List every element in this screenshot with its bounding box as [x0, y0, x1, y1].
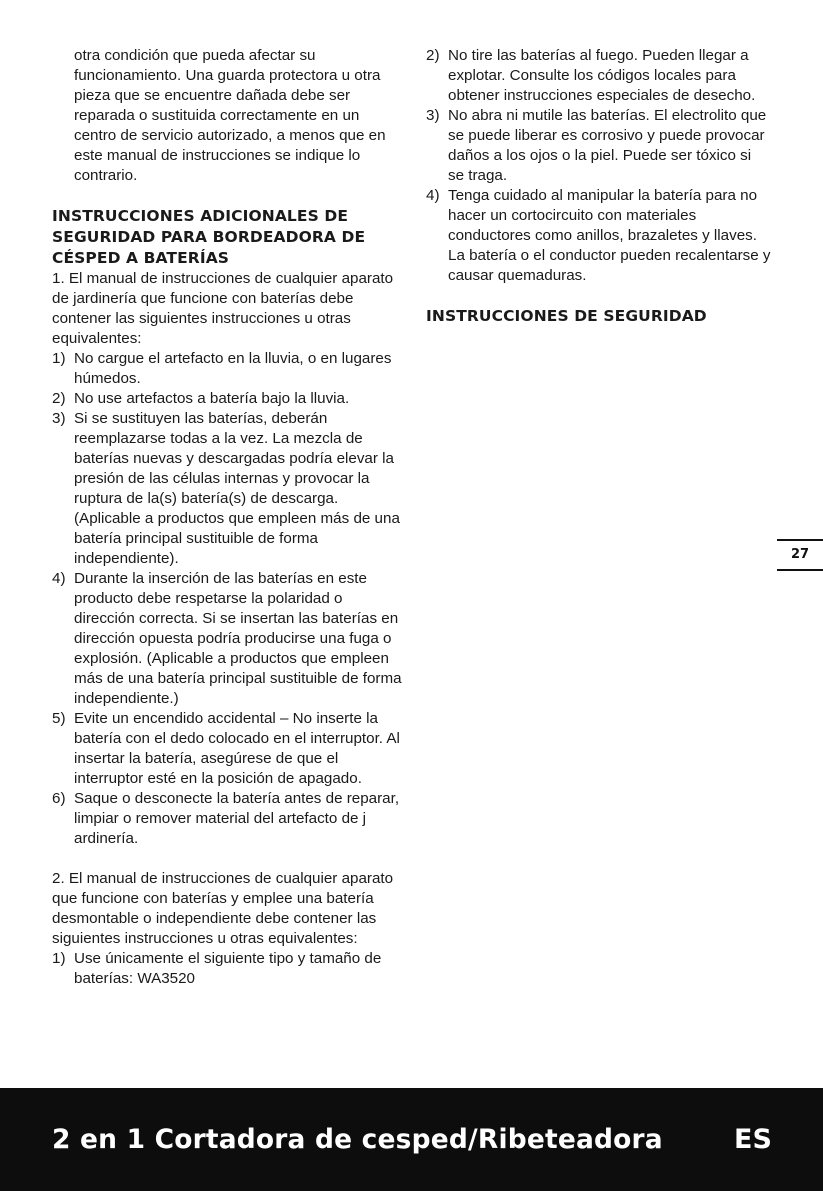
right-column — [426, 46, 771, 327]
page-number-rule-bottom — [777, 569, 823, 571]
footer-product-title: 2 en 1 Cortadora de cesped/Ribeteadora — [52, 1124, 663, 1155]
list-item: 3) Si se sustituyen las baterías, deberán reemplazarse todas a la vez. La mezcla de baterías nuevas y descargadas podría elevar la presión de las células internas y provocar la ruptura de la(s) batería(s) de descarga. (Aplicable a productos que empleen más de una batería principal sustituible de forma independiente). — [52, 410, 400, 567]
list-item: 3) No abra ni mutile las baterías. El electrolito que se puede liberar es corrosivo y puede provocar daños a los ojos o la piel. Puede ser tóxico si se traga. — [426, 107, 767, 184]
section-heading-safety-instructions: INSTRUCCIONES DE SEGURIDAD — [426, 307, 707, 325]
footer-language-code: ES — [734, 1124, 772, 1155]
list-item: 1) No cargue el artefacto en la lluvia, o en lugares húmedos. — [52, 350, 392, 387]
section2-intro: 2. El manual de instrucciones de cualquier aparato que funcione con baterías y emplee una batería desmontable o independiente debe contener las siguientes instrucciones u otras equivalentes: — [52, 870, 394, 947]
page-number-tab — [777, 539, 823, 571]
intro-continuation: otra condición que pueda afectar su funcionamiento. Una guarda protectora u otra pieza que se encuentre dañada debe ser reparada o sustituida correctamente en un centro de servicio autorizado, a menos que en este manual de instrucciones se indique lo contrario. — [74, 47, 386, 184]
list-item: 1) Use únicamente el siguiente tipo y tamaño de baterías: WA3520 — [52, 950, 382, 987]
list-item: 4) Tenga cuidado al manipular la batería para no hacer un cortocircuito con materiales conductores como anillos, brazaletes y llaves. La batería o el conductor pueden recalentarse y causar quemaduras. — [426, 187, 771, 284]
list-item: 5) Evite un encendido accidental – No inserte la batería con el dedo colocado en el interruptor. Al insertar la batería, asegúrese de que el interruptor esté en la posición de apagado. — [52, 710, 400, 787]
section1-intro: 1. El manual de instrucciones de cualquier aparato de jardinería que funcione con baterías debe contener las siguientes instrucciones u otras equivalentes: — [52, 270, 394, 347]
section2-list — [52, 949, 402, 989]
left-column — [52, 46, 402, 989]
page-number: 27 — [790, 547, 810, 562]
battery-list-continued — [426, 46, 771, 286]
list-item: 2) No tire las baterías al fuego. Pueden llegar a explotar. Consulte los códigos locales para obtener instrucciones especiales de desecho. — [426, 47, 756, 104]
list-item: 2) No use artefactos a batería bajo la lluvia. — [52, 390, 350, 407]
section-heading-additional-safety: INSTRUCCIONES ADICIONALES DE SEGURIDAD PARA BORDEADORA DE CÉSPED A BATERÍAS — [52, 207, 366, 267]
section1-list — [52, 349, 402, 849]
list-item: 4) Durante la inserción de las baterías en este producto debe respetarse la polaridad o dirección correcta. Si se insertan las baterías en dirección opuesta podría producirse una fuga o explosión. (Aplicable a productos que empleen más de una batería principal sustituible de forma independiente.) — [52, 570, 402, 707]
list-item: 6) Saque o desconecte la batería antes de reparar, limpiar o remover material del artefacto de j ardinería. — [52, 790, 400, 847]
